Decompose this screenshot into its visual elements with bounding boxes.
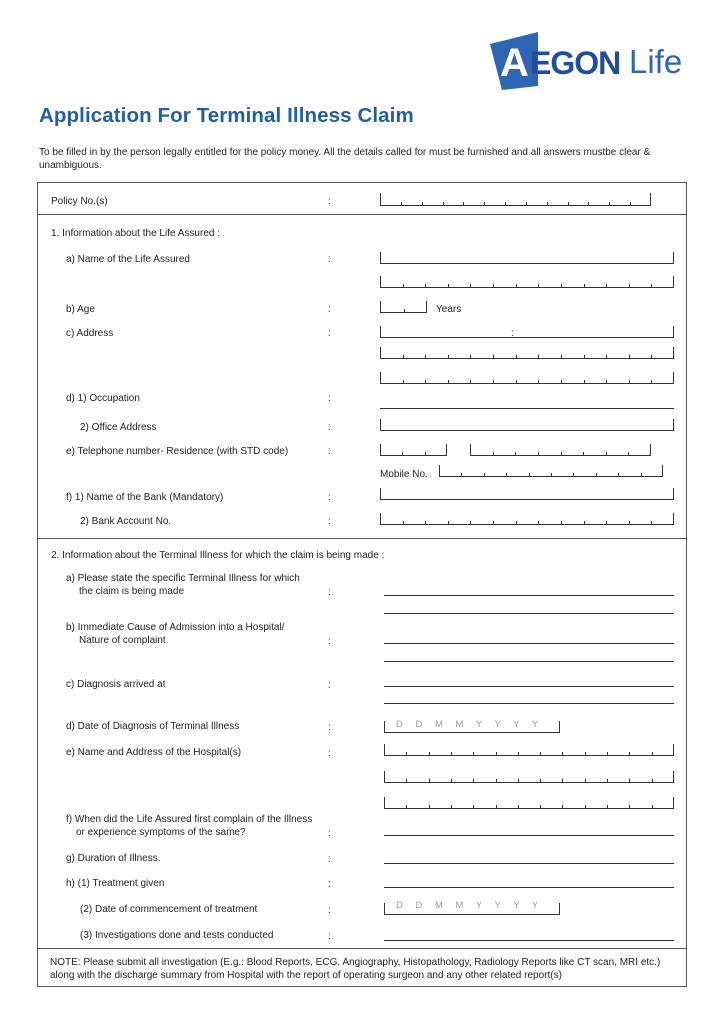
address-field-line-1[interactable] (380, 326, 674, 338)
divider (37, 948, 687, 949)
colon: : (328, 328, 331, 339)
colon: : (328, 879, 331, 890)
duration-field[interactable] (384, 863, 674, 864)
occupation-label: d) 1) Occupation (66, 393, 140, 404)
page-title: Application For Terminal Illness Claim (39, 104, 414, 127)
comb-lines (380, 513, 674, 525)
colon: : (328, 492, 331, 503)
office-address-label: 2) Office Address (80, 422, 157, 433)
colon: : (328, 516, 331, 527)
intro-text: To be filled in by the person legally entitled for the policy money. All the details called for must be furnished and all answers mustbe clear & unambiguous. (39, 147, 651, 171)
section-1-heading: 1. Information about the Life Assured : (51, 228, 220, 239)
hospital-field-line-3[interactable] (384, 797, 674, 809)
age-field[interactable] (380, 301, 427, 313)
address-field-line-3[interactable] (380, 372, 674, 384)
bank-name-field[interactable] (380, 488, 674, 500)
illness-label-line-2: the claim is being made (79, 586, 185, 597)
treatment-field[interactable] (384, 887, 674, 888)
comb-lines (380, 347, 674, 359)
colon: : (328, 828, 331, 839)
note-text: NOTE: Please submit all investigation (E.g.: Blood Reports, ECG, Angiography, Histopathology, Radiology Reports like CT scan, MRI etc.) along with the discharge summary from Hospital with the report of operating surgeon and any other related report(s) (50, 957, 661, 981)
comb-lines (380, 276, 674, 288)
diagnosis-field-line-1[interactable] (384, 686, 674, 687)
treatment-label: h) (1) Treatment given (66, 878, 165, 889)
comb-lines (384, 771, 674, 783)
policy-number-field[interactable] (380, 193, 651, 206)
bank-name-label: f) 1) Name of the Bank (Mandatory) (66, 492, 224, 503)
duration-label: g) Duration of Illness. (66, 853, 161, 864)
divider (37, 214, 687, 215)
comb-lines (380, 326, 674, 338)
company-logo (484, 30, 694, 92)
colon: : (328, 748, 331, 759)
first-complaint-label-line-2: or experience symptoms of the same? (76, 827, 246, 838)
address-field-line-2[interactable] (380, 347, 674, 359)
colon: : (328, 587, 331, 598)
comb-lines (380, 301, 427, 313)
colon: : (328, 680, 331, 691)
colon: : (328, 304, 331, 315)
diagnosis-field-line-2[interactable] (384, 703, 674, 704)
colon: : (328, 393, 331, 404)
divider (37, 538, 687, 539)
admission-cause-field-line-2[interactable] (384, 661, 674, 662)
diagnosis-label: c) Diagnosis arrived at (66, 679, 166, 690)
comb-lines (380, 252, 674, 264)
hospital-field-line-2[interactable] (384, 771, 674, 783)
first-complaint-field[interactable] (384, 835, 674, 836)
policy-number-label: Policy No.(s) (51, 196, 108, 207)
name-label: a) Name of the Life Assured (66, 254, 190, 265)
illness-label-line-1: a) Please state the specific Terminal Illness for which (66, 573, 300, 584)
comb-lines (470, 444, 651, 456)
investigations-field[interactable] (384, 940, 674, 941)
address-label: c) Address (66, 328, 114, 339)
colon: : (328, 254, 331, 265)
age-label: b) Age (66, 304, 95, 315)
section-2-heading: 2. Information about the Terminal Illness for which the claim is being made : (51, 550, 385, 561)
illness-field-line-2[interactable] (384, 613, 674, 614)
hospital-field-line-1[interactable] (384, 744, 674, 756)
bank-account-label: 2) Bank Account No. (80, 516, 172, 527)
colon: : (328, 422, 331, 433)
comb-lines (439, 465, 663, 477)
mobile-number-field[interactable] (439, 465, 663, 477)
admission-cause-label-line-2: Nature of complaint (79, 635, 166, 646)
logo-letter-a: A (500, 41, 529, 85)
years-label: Years (436, 304, 462, 315)
colon: : (511, 328, 514, 339)
comb-lines (380, 372, 674, 384)
treatment-start-date-label: (2) Date of commencement of treatment (80, 904, 258, 915)
colon: : (328, 854, 331, 865)
comb-lines (384, 797, 674, 809)
name-field-line-2[interactable] (380, 276, 674, 288)
date-format-hint: D D M M Y Y Y Y (396, 900, 544, 911)
hospital-label: e) Name and Address of the Hospital(s) (66, 747, 242, 758)
first-complaint-label-line-1: f) When did the Life Assured first complain of the Illness (66, 814, 313, 825)
colon: : (328, 636, 331, 647)
admission-cause-field-line-1[interactable] (384, 643, 674, 644)
date-format-hint: D D M M Y Y Y Y (396, 719, 544, 730)
comb-lines (380, 193, 651, 206)
comb-lines (384, 744, 674, 756)
office-address-field[interactable] (380, 419, 674, 431)
colon: : (328, 196, 331, 207)
illness-field-line-1[interactable] (384, 595, 674, 596)
logo-word-egon: EGON (530, 45, 621, 81)
std-code-field[interactable] (380, 444, 447, 456)
name-field-line-1[interactable] (380, 252, 674, 264)
colon: : (328, 446, 331, 457)
colon: : (328, 905, 331, 916)
diagnosis-date-label: d) Date of Diagnosis of Terminal Illness (66, 721, 240, 732)
logo-word-life: Life (629, 43, 683, 80)
mobile-label: Mobile No. (380, 469, 428, 480)
colon: : (328, 722, 331, 733)
admission-cause-label-line-1: b) Immediate Cause of Admission into a Hospital/ (66, 622, 285, 633)
comb-lines (380, 419, 674, 431)
investigations-label: (3) Investigations done and tests conducted (80, 930, 274, 941)
residence-phone-field[interactable] (470, 444, 651, 456)
occupation-field[interactable] (380, 408, 674, 409)
bank-account-field[interactable] (380, 513, 674, 525)
telephone-label: e) Telephone number- Residence (with STD code) (66, 446, 289, 457)
comb-lines (380, 488, 674, 500)
comb-lines (380, 444, 447, 456)
colon: : (328, 931, 331, 942)
